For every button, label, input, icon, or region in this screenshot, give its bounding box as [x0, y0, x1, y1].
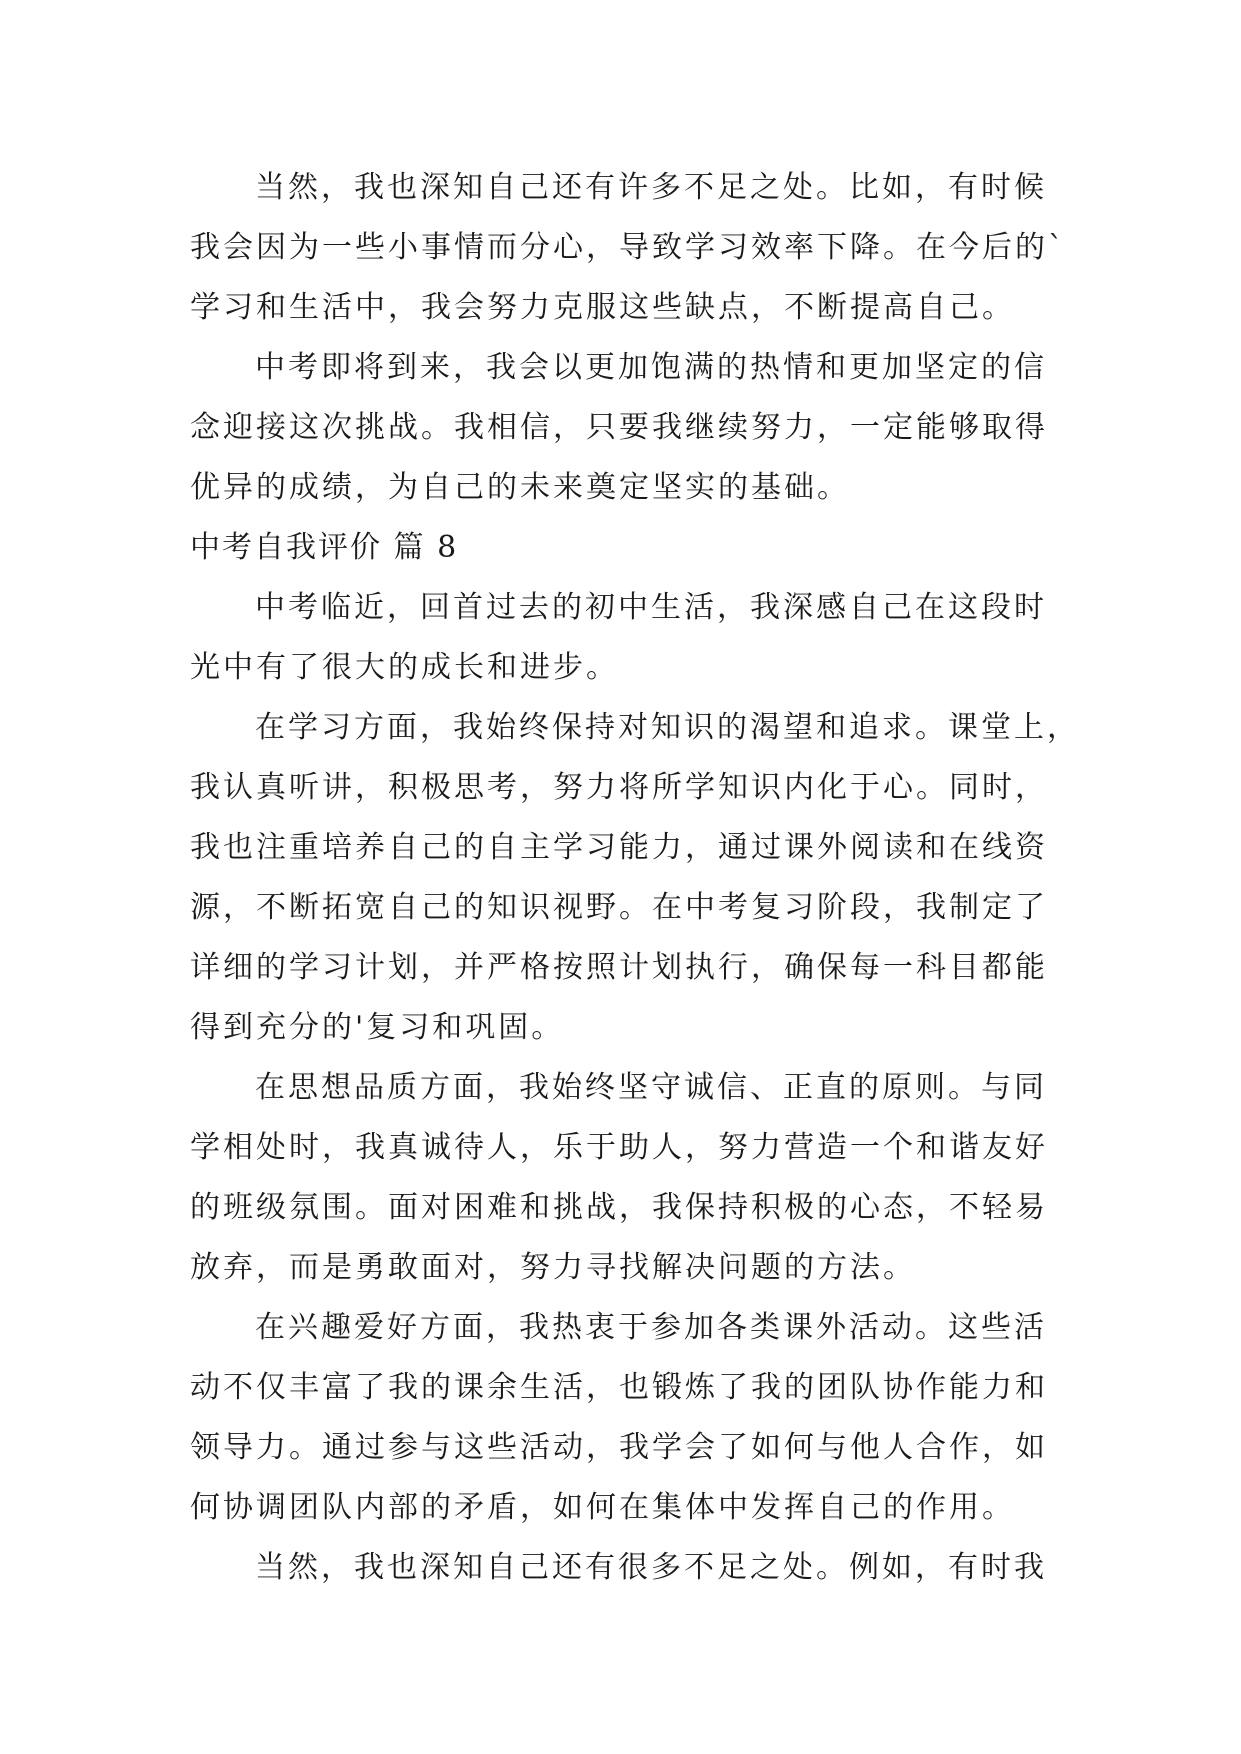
paragraph-line: 念迎接这次挑战。我相信，只要我继续努力，一定能够取得	[190, 410, 1048, 445]
paragraph-line: 源，不断拓宽自己的知识视野。在中考复习阶段，我制定了	[190, 890, 1048, 925]
paragraph-line: 学相处时，我真诚待人，乐于助人，努力营造一个和谐友好	[190, 1130, 1048, 1165]
paragraph-line: 当然，我也深知自己还有许多不足之处。比如，有时候	[255, 170, 1047, 205]
paragraph-line: 我也注重培养自己的自主学习能力，通过课外阅读和在线资	[190, 830, 1048, 865]
paragraph-line: 光中有了很大的成长和进步。	[190, 650, 619, 685]
paragraph-line: 我会因为一些小事情而分心，导致学习效率下降。在今后的`	[190, 230, 1066, 265]
paragraph-line: 动不仅丰富了我的课余生活，也锻炼了我的团队协作能力和	[190, 1370, 1048, 1405]
paragraph-line: 的班级氛围。面对困难和挑战，我保持积极的心态，不轻易	[190, 1190, 1048, 1225]
paragraph-line: 何协调团队内部的矛盾，如何在集体中发挥自己的作用。	[190, 1490, 1015, 1525]
paragraph-line: 领导力。通过参与这些活动，我学会了如何与他人合作，如	[190, 1430, 1048, 1465]
paragraph-line: 在兴趣爱好方面，我热衷于参加各类课外活动。这些活	[255, 1310, 1047, 1345]
paragraph-line: 放弃，而是勇敢面对，努力寻找解决问题的方法。	[190, 1250, 916, 1285]
paragraph-line: 在思想品质方面，我始终坚守诚信、正直的原则。与同	[255, 1070, 1047, 1105]
paragraph-line: 当然，我也深知自己还有很多不足之处。例如，有时我	[255, 1550, 1047, 1585]
section-heading: 中考自我评价 篇 8	[190, 530, 459, 565]
paragraph-line: 在学习方面，我始终保持对知识的渴望和追求。课堂上，	[255, 710, 1080, 745]
paragraph-line: 中考即将到来，我会以更加饱满的热情和更加坚定的信	[255, 350, 1047, 385]
paragraph-line: 得到充分的'复习和巩固。	[190, 1010, 565, 1045]
paragraph-line: 详细的学习计划，并严格按照计划执行，确保每一科目都能	[190, 950, 1048, 985]
paragraph-line: 我认真听讲，积极思考，努力将所学知识内化于心。同时，	[190, 770, 1048, 805]
paragraph-line: 优异的成绩，为自己的未来奠定坚实的基础。	[190, 470, 850, 505]
paragraph-line: 学习和生活中，我会努力克服这些缺点，不断提高自己。	[190, 290, 1015, 325]
document-page	[190, 158, 1080, 1598]
paragraph-line: 中考临近，回首过去的初中生活，我深感自己在这段时	[255, 590, 1047, 625]
